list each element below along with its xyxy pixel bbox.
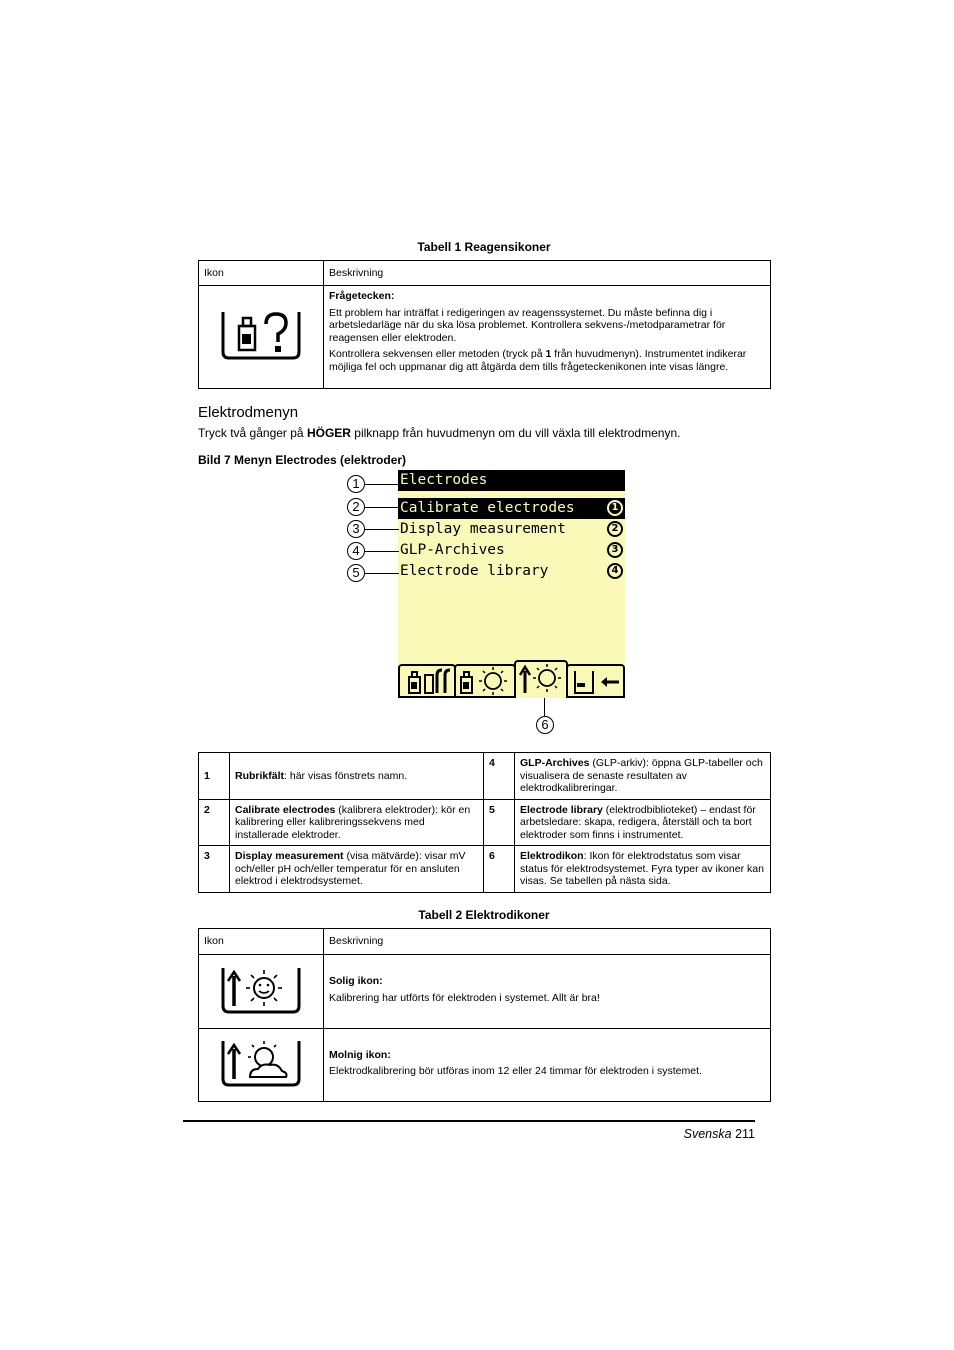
footer-language: Svenska [683, 1127, 732, 1141]
legend-term: Display measurement [235, 850, 344, 862]
p2-text-a: Kontrollera sekvensen eller metoden (tryck på [329, 348, 546, 360]
legend-desc: (kalibrera elektroder): kör en kalibrering eller kalibreringssekvens med installerade elektroder. [235, 803, 471, 841]
table2-icon-cell [199, 1029, 324, 1102]
callout-3: 3 [347, 520, 365, 538]
reagent-question-icon [220, 308, 302, 362]
table2-row-desc: Kalibrering har utförts för elektroden i systemet. Allt är bra! [329, 991, 600, 1004]
lcd-item-label: Electrode library [400, 563, 549, 579]
electrode-sun-icon [517, 663, 567, 695]
page-number: 211 [735, 1127, 755, 1141]
lcd-item-number: 2 [607, 521, 623, 537]
legend-text [230, 846, 484, 893]
lcd-item-label: GLP-Archives [400, 542, 505, 558]
cloudy-electrode-icon [220, 1037, 302, 1089]
lcd-item-number: 4 [607, 563, 623, 579]
callout-5: 5 [347, 564, 365, 582]
legend-desc: (visa mätvärde): visar mV och/eller pH och/eller temperatur för en ansluten elektrod i elektrodsystemet. [235, 850, 466, 887]
lcd-tab-bar [398, 660, 625, 698]
table1-desc-cell [324, 286, 771, 389]
legend-term: GLP-Archives [520, 757, 590, 769]
lcd-item-glp[interactable] [398, 540, 625, 561]
table1-row-p2 [329, 348, 765, 373]
legend-table [198, 752, 771, 893]
callout-4: 4 [347, 542, 365, 560]
lcd-title-bar [398, 470, 625, 491]
table1-header-desc: Beskrivning [324, 261, 771, 286]
table2-header-icon: Ikon [199, 929, 324, 955]
sunny-electrode-icon [220, 964, 302, 1016]
callout-line [365, 507, 399, 508]
legend-desc: : Ikon för elektrodstatus som visar status för elektrodsystemet. Fyra typer av ikoner kan visas. Se tabellen på nästa sida. [520, 850, 764, 887]
legend-term: Electrode library [520, 803, 603, 816]
table2-icon-cell [199, 955, 324, 1029]
table2-row-title: Molnig ikon: [329, 1048, 391, 1061]
callout-line [365, 573, 399, 574]
tab-next[interactable] [566, 664, 625, 698]
lcd-item-library[interactable] [398, 561, 625, 582]
legend-text [230, 753, 484, 800]
beaker-arrow-icon [569, 667, 624, 695]
tab-reagents[interactable] [398, 664, 456, 698]
lcd-item-number: 1 [607, 500, 623, 516]
tab-electrodes[interactable] [514, 660, 568, 698]
legend-text [230, 799, 484, 846]
callout-line [365, 484, 399, 485]
legend-text [515, 846, 771, 893]
electrode-icons-table [198, 928, 771, 1102]
table2-header-desc: Beskrivning [324, 929, 771, 955]
legend-desc: (elektrodbiblioteket) – endast för arbetsledare: skapa, redigera, återställ och ta bort elektroder som finns i instrumentet. [520, 803, 756, 841]
reagent-icons-table [198, 260, 771, 389]
intro-bold: HÖGER [306, 426, 351, 440]
callout-line [365, 529, 399, 530]
table2-row-title: Solig ikon: [329, 975, 383, 987]
footer [684, 1127, 755, 1141]
tab-reagent-status[interactable] [454, 664, 516, 698]
legend-num: 2 [199, 799, 230, 846]
legend-term: Calibrate electrodes [235, 803, 336, 816]
figure-caption: Bild 7 Menyn Electrodes (elektroder) [198, 453, 407, 467]
intro-text-a: Tryck två gånger på [198, 426, 307, 440]
callout-6-line [544, 698, 545, 716]
reagent-bottles-icon [401, 667, 455, 695]
lcd-item-label: Display measurement [400, 521, 566, 537]
table1-icon-cell [199, 286, 324, 389]
lcd-item-label: Calibrate electrodes [400, 500, 575, 516]
lcd-item-display[interactable] [398, 519, 625, 540]
table1-caption: Tabell 1 Reagensikoner [417, 240, 551, 254]
table1-header-icon: Ikon [199, 261, 324, 286]
footer-rule [183, 1120, 755, 1122]
table2-row-desc: Elektrodkalibrering bör utföras inom 12 eller 24 timmar för elektroden i systemet. [329, 1065, 702, 1077]
legend-term: Elektrodikon [520, 850, 584, 862]
lcd-item-number: 3 [607, 542, 623, 558]
table2-desc-cell [324, 1029, 771, 1102]
section-intro [198, 426, 680, 440]
table1-row-p1: Ett problem har inträffat i redigeringen av reagenssystemet. Du måste befinna dig i arbetsledarläge när du ska lösa problemet. Kontrollera sekvens-/metodparametrar för reagensen eller elektroden. [329, 306, 726, 344]
reagent-sun-icon [457, 667, 515, 695]
legend-text [515, 753, 771, 800]
legend-num: 6 [484, 846, 515, 893]
intro-text-b: pilknapp från huvudmenyn om du vill växla till elektrodmenyn. [350, 426, 681, 440]
legend-num: 1 [199, 753, 230, 800]
callout-6: 6 [536, 716, 554, 734]
table1-row-title: Frågetecken: [329, 290, 395, 302]
legend-num: 4 [484, 753, 515, 800]
section-title: Elektrodmenyn [198, 404, 299, 421]
legend-term: Rubrikfält [235, 769, 285, 782]
callout-line [365, 551, 399, 552]
table2-desc-cell [324, 955, 771, 1029]
legend-num: 5 [484, 799, 515, 846]
table2-caption: Tabell 2 Elektrodikoner [418, 908, 550, 922]
legend-text [515, 799, 771, 846]
callout-1: 1 [347, 475, 365, 493]
lcd-item-calibrate[interactable] [398, 498, 625, 519]
p2-bold: 1 [545, 348, 552, 360]
callout-2: 2 [347, 498, 365, 516]
legend-desc: : här visas fönstrets namn. [284, 769, 408, 782]
legend-num: 3 [199, 846, 230, 893]
legend-desc: (GLP-arkiv): öppna GLP-tabeller och visualisera de senaste resultaten av elektrodkalibreringar. [520, 757, 763, 794]
lcd-title: Electrodes [400, 472, 488, 488]
p2-text-b: från huvudmenyn). Instrumentet indikerar möjliga fel och uppmanar dig att åtgärda dem tills frågeteckenikonen inte visas längre. [329, 348, 747, 373]
